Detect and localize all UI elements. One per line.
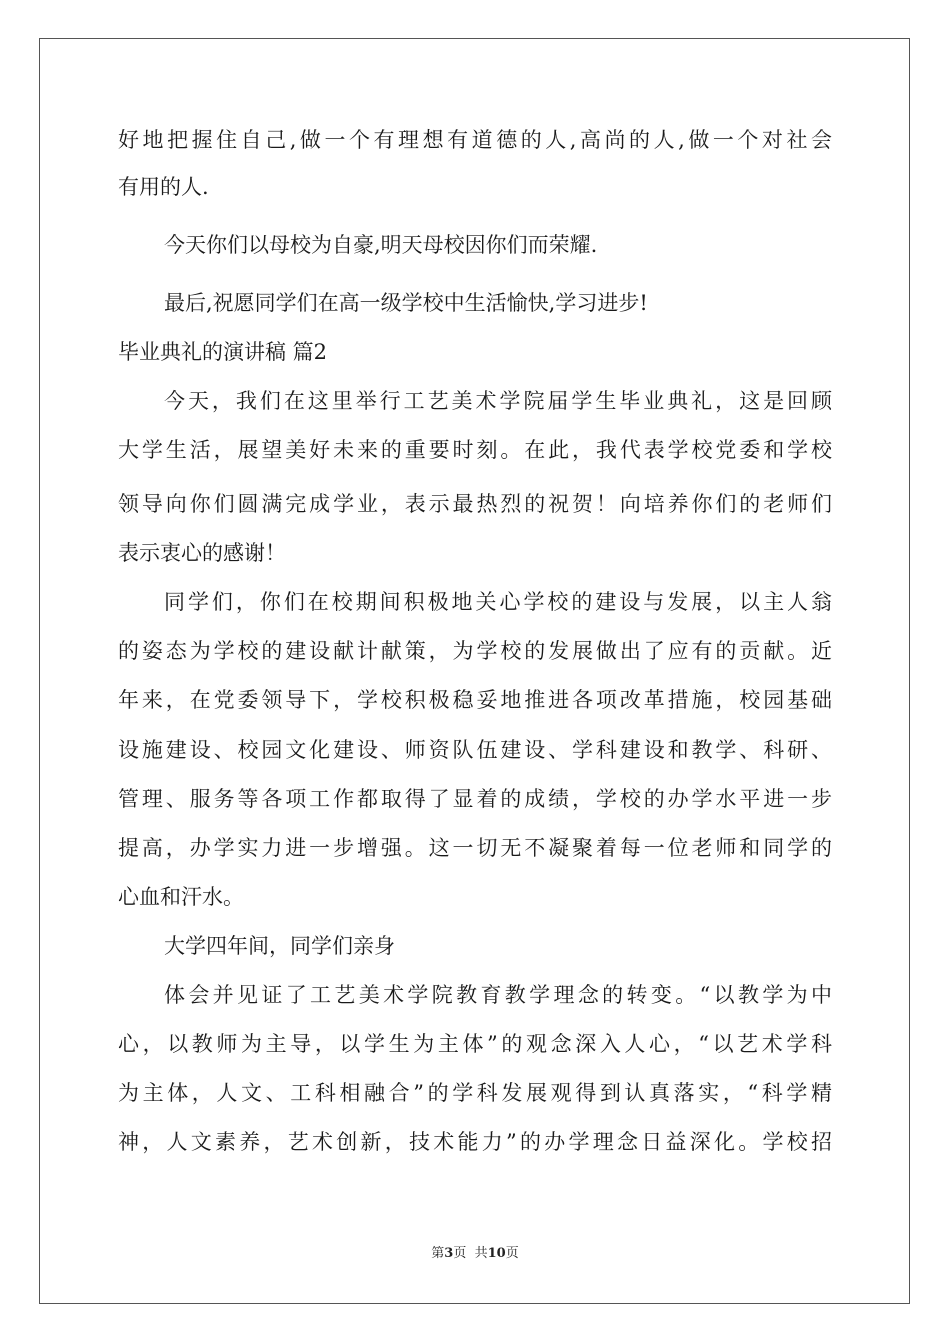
text-line: 年来，在党委领导下，学校积极稳妥地推进各项改革措施，校园基础: [118, 688, 832, 712]
text-line: 大学生活，展望美好未来的重要时刻。在此，我代表学校党委和学校: [118, 438, 832, 462]
text-line: 心，以教师为主导，以学生为主体”的观念深入人心，“以艺术学科: [118, 1032, 832, 1056]
footer-suffix: 页: [505, 1246, 519, 1261]
text-line: 领导向你们圆满完成学业，表示最热烈的祝贺！向培养你们的老师们: [118, 492, 832, 516]
text-line: 今天，我们在这里举行工艺美术学院届学生毕业典礼，这是回顾: [164, 389, 832, 413]
text-line: 有用的人.: [118, 175, 209, 199]
section-heading: 毕业典礼的演讲稿 篇2: [118, 340, 328, 364]
page-footer: [0, 1242, 950, 1261]
text-line: 提高，办学实力进一步增强。这一切无不凝聚着每一位老师和同学的: [118, 836, 832, 860]
text-line: 管理、服务等各项工作都取得了显着的成绩，学校的办学水平进一步: [118, 787, 832, 811]
total-page-count: 10: [487, 1246, 506, 1261]
text-line: 体会并见证了工艺美术学院教育教学理念的转变。“以教学为中: [164, 983, 832, 1007]
text-line: 好地把握住自己,做一个有理想有道德的人,高尚的人,做一个对社会: [118, 128, 832, 152]
page-border: [39, 38, 910, 1304]
text-line: 设施建设、校园文化建设、师资队伍建设、学科建设和教学、科研、: [118, 738, 832, 762]
text-line: 心血和汗水。: [118, 885, 244, 909]
current-page-number: 3: [444, 1246, 454, 1261]
text-line: 最后,祝愿同学们在高一级学校中生活愉快,学习进步!: [164, 291, 648, 315]
text-line: 为主体，人文、工科相融合”的学科发展观得到认真落实，“科学精: [118, 1081, 832, 1105]
text-line: 的姿态为学校的建设献计献策，为学校的发展做出了应有的贡献。近: [118, 639, 832, 663]
text-line: 神，人文素养，艺术创新，技术能力”的办学理念日益深化。学校招: [118, 1130, 832, 1154]
text-line: 同学们，你们在校期间积极地关心学校的建设与发展，以主人翁: [164, 590, 832, 614]
text-line: 大学四年间，同学们亲身: [164, 934, 395, 958]
text-line: 今天你们以母校为自豪,明天母校因你们而荣耀.: [164, 233, 598, 257]
footer-prefix: 第: [431, 1246, 445, 1261]
text-line: 表示衷心的感谢！: [118, 541, 286, 565]
footer-mid: 页 共: [453, 1246, 488, 1261]
